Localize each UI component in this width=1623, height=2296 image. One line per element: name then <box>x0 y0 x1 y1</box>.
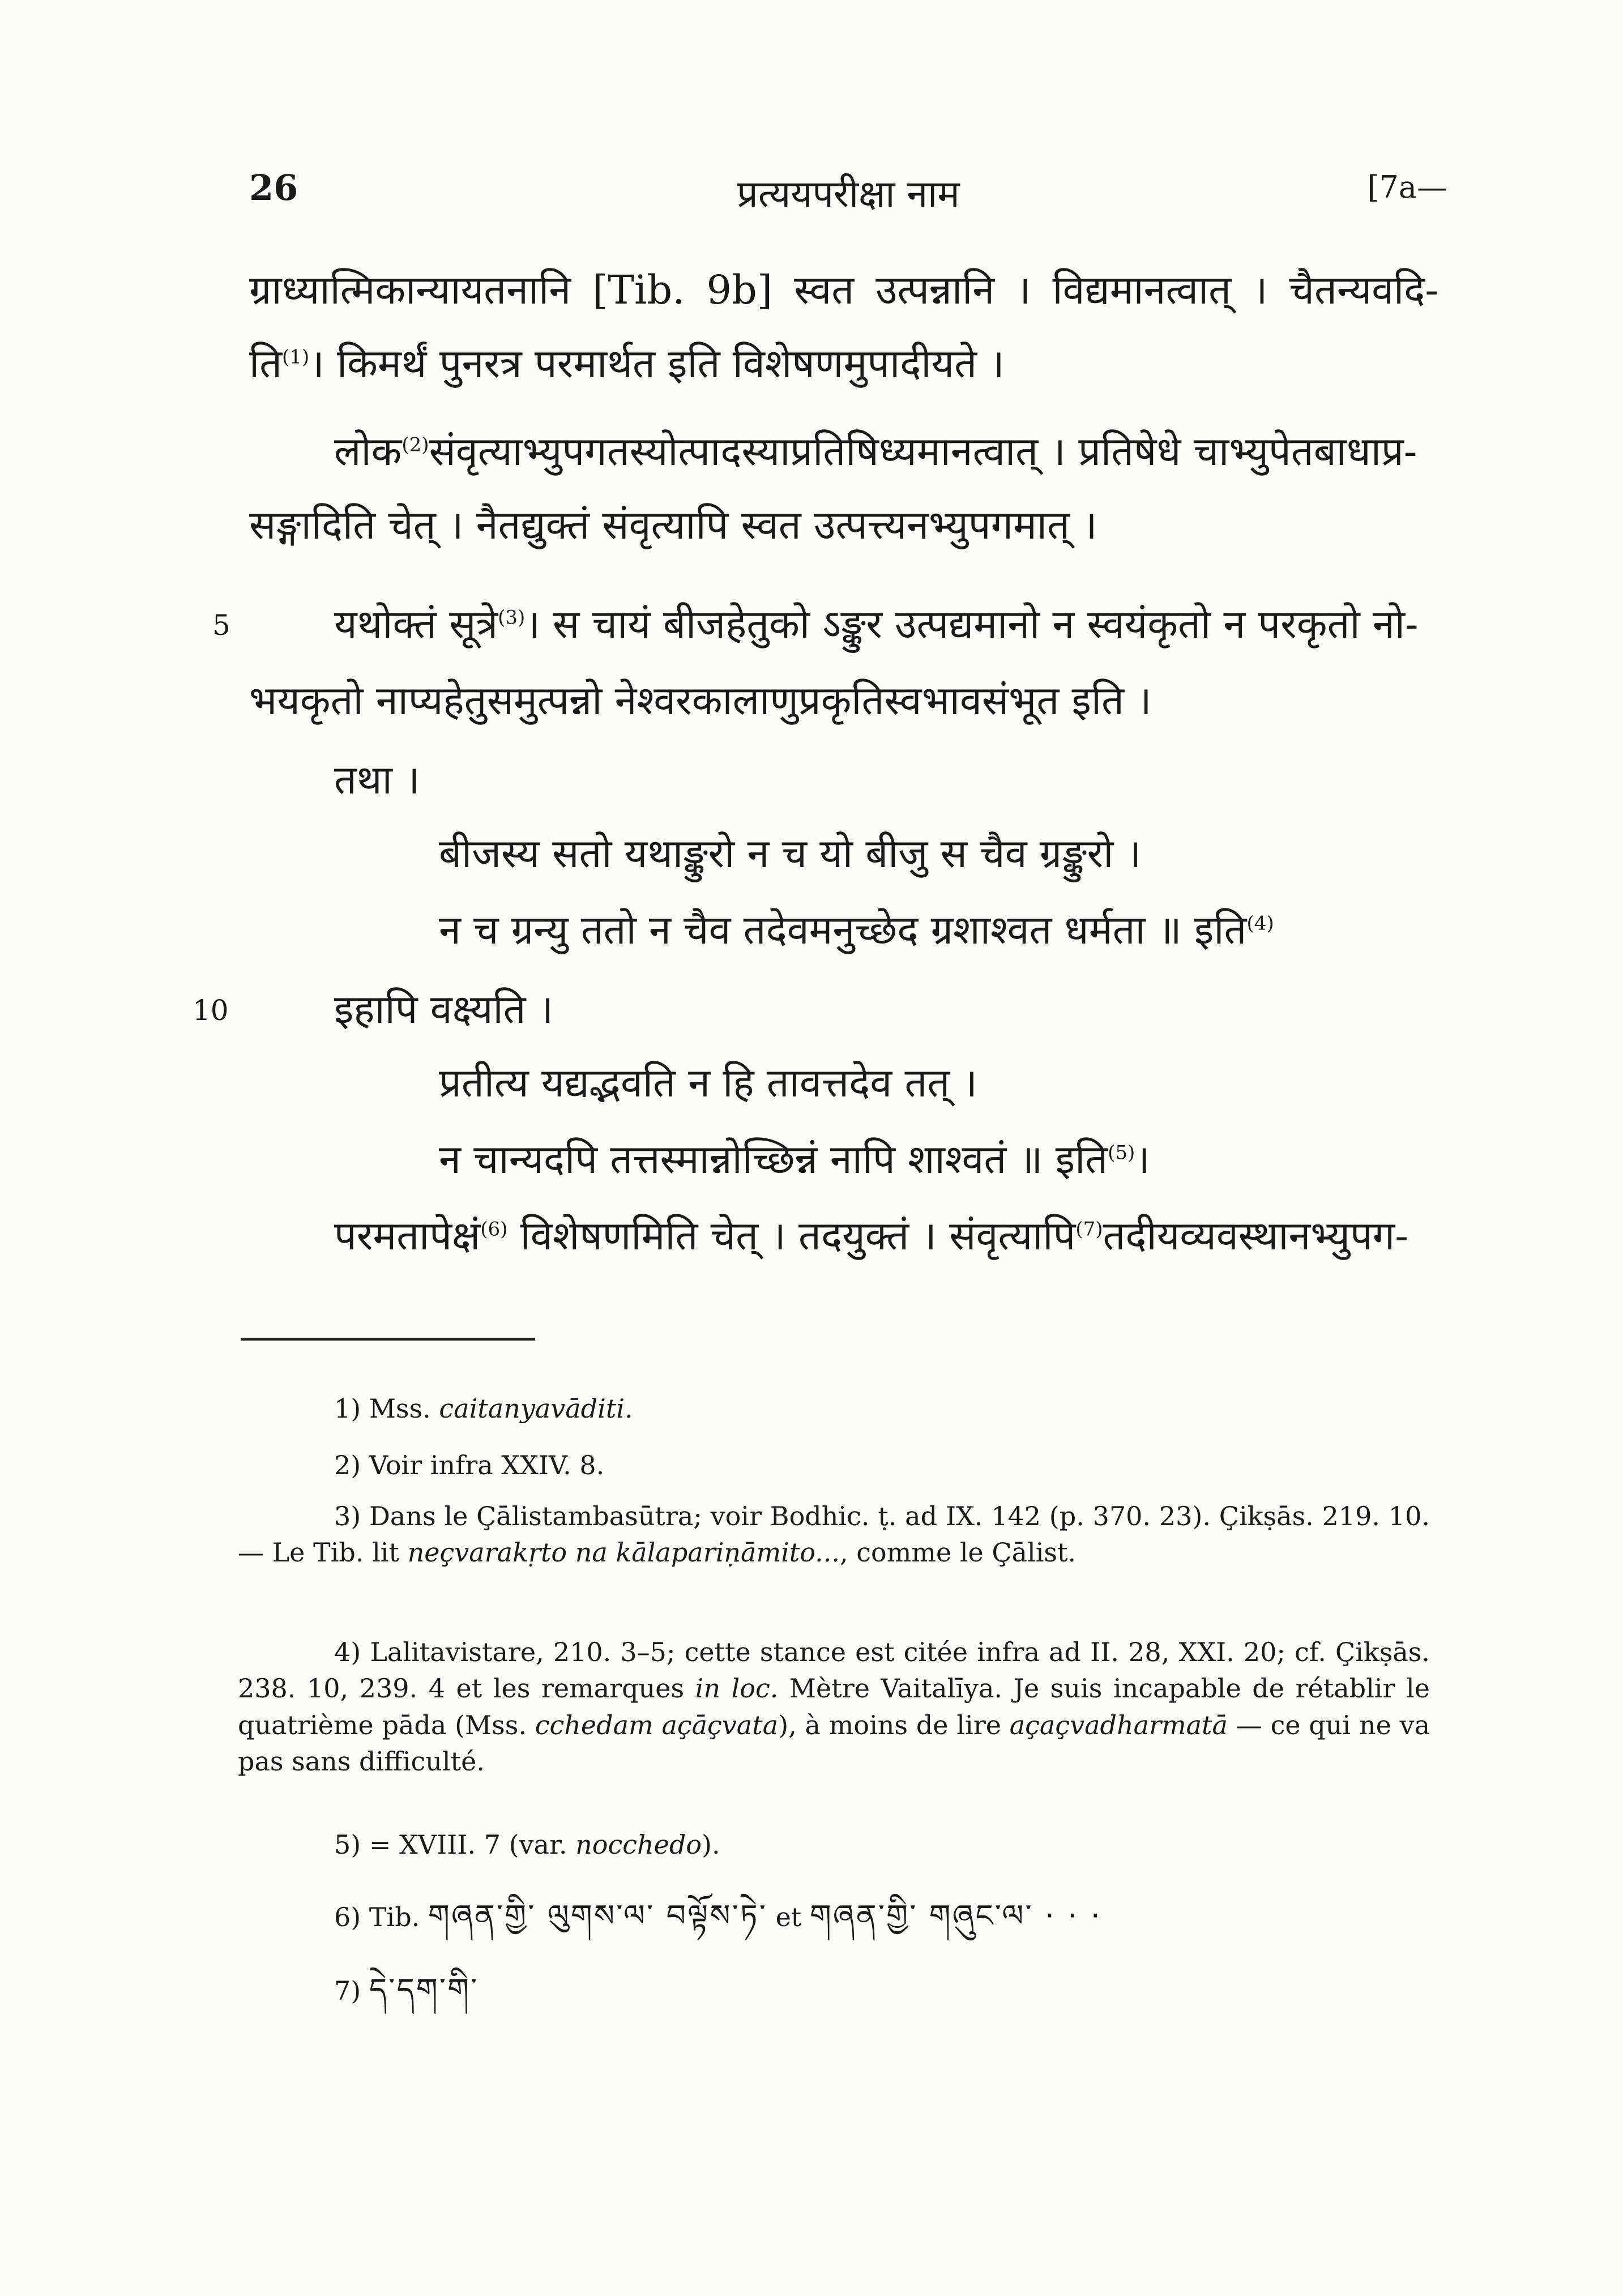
page-header <box>249 167 1447 229</box>
note-mark-1: (1) <box>282 345 310 369</box>
footnote-6 <box>334 1894 1102 1937</box>
footnote-3 <box>238 1498 1430 1571</box>
text-line-2 <box>249 340 1005 387</box>
tibetan-text: དེ་དག་གི་ <box>369 1971 479 2007</box>
footnote-text: 6) Tib. <box>334 1902 420 1932</box>
footnote-text: et <box>775 1902 802 1932</box>
text-line-13 <box>334 1212 1408 1260</box>
footnote-text: 3) Dans le Çālistambasūtra; voir Bodhic. ṭ. ad IX. 142 (p. 370. 23). Çikṣās. 219. 10. — Le Tib. lit <box>238 1501 1430 1568</box>
text-line-3 <box>334 428 1417 475</box>
text-span: । <box>1135 1136 1150 1183</box>
line-number-5: 5 <box>212 609 230 642</box>
text-line-5 <box>334 600 1418 648</box>
footnote-4 <box>238 1634 1430 1780</box>
verse-line-4 <box>439 1136 1150 1183</box>
note-mark-4: (4) <box>1246 912 1274 935</box>
running-title: प्रत्ययपरीक्षा नाम <box>737 172 960 216</box>
footnote-text: 7) <box>334 1975 361 2006</box>
note-mark-6: (6) <box>480 1218 508 1241</box>
footnote-text: ). <box>702 1829 720 1860</box>
text-line-10: इहापि वक्ष्यति । <box>334 986 554 1032</box>
text-line-6: भयकृतो नाप्यहेतुसमुत्पन्नो नेश्वरकालाणुप्रकृतिस्वभावसंभूत इति । <box>249 677 1152 724</box>
footnote-2: 2) Voir infra XXIV. 8. <box>334 1450 605 1480</box>
note-mark-5: (5) <box>1108 1141 1135 1164</box>
line-number-10: 10 <box>193 994 229 1027</box>
footnote-text: 5) = XVIII. 7 (var. <box>334 1829 576 1860</box>
footnote-text: 1) Mss. <box>334 1393 431 1424</box>
footnote-italic: cchedam açāçvata <box>535 1709 779 1740</box>
footnote-text: — ce qui ne va pas sans difficulté. <box>238 1709 1430 1777</box>
footnote-1 <box>334 1390 633 1427</box>
tibetan-text: གཞན་གྱི་ ལུགས་ལ་ བལྟོས་ཏེ་ <box>428 1898 767 1934</box>
text-line-4: सङ्गादिति चेत् । नैतद्युक्तं संवृत्यापि स्वत उत्पत्त्यनभ्युपगमात् । <box>249 502 1097 548</box>
text-line-7: तथा । <box>334 757 420 803</box>
footnote-italic: in loc. <box>695 1673 779 1704</box>
text-span: तदीयव्यवस्थानभ्युपग- <box>1103 1213 1408 1259</box>
folio-reference: [7a— <box>1367 169 1447 205</box>
footnote-text: 4) Lalitavistare, 210. 3–5; cette stance est citée infra ad II. 28, XXI. 20; cf. Çikṣās. 238. 10, 239. 4 et les remarques <box>238 1637 1430 1704</box>
footnote-italic: caitanyavāditi. <box>439 1393 633 1424</box>
tibetan-text: གཞན་གྱི་ གཞུང་ལ་ · · · <box>809 1898 1102 1934</box>
footnote-text: Mètre Vaitalīya. Je suis incapable de rétablir le quatrième pāda (Mss. <box>238 1673 1430 1740</box>
verse-line-1: बीजस्य सतो यथाङ्कुरो न च यो बीजु स चैव ग्रङ्कुरो । <box>439 830 1142 877</box>
page-number: 26 <box>249 167 298 208</box>
note-mark-7: (7) <box>1075 1218 1103 1241</box>
text-span: न च ग्रन्यु ततो न चैव तदेवमनुच्छेद ग्रशाश्वत धर्मता ॥ इति <box>439 907 1247 953</box>
note-mark-2: (2) <box>402 433 429 456</box>
text-span: विशेषणमिति चेत् । तदयुक्तं । संवृत्यापि <box>520 1213 1076 1259</box>
text-span: यथोक्तं सूत्रे <box>334 601 498 647</box>
footnote-7 <box>334 1968 479 2011</box>
text-line-1: ग्राध्यात्मिकान्यायतनानि [Tib. 9b] स्वत उत्पन्नानि । विद्यमानत्वात् । चैतन्यवदि- <box>249 267 1438 313</box>
footnote-text: , comme le Çālist. <box>840 1537 1077 1568</box>
footnote-separator <box>241 1338 535 1341</box>
footnote-italic: neçvarakṛto na kālapariṇāmito... <box>407 1537 840 1568</box>
text-span: संवृत्याभ्युपगतस्योत्पादस्याप्रतिषिध्यमानत्वात् । प्रतिषेधे चाभ्युपेतबाधाप्र- <box>429 428 1417 475</box>
footnote-text: ), à moins de lire <box>778 1709 1010 1740</box>
text-span: । स चायं बीजहेतुको ऽङ्कुर उत्पद्यमानो न स्वयंकृतो न परकृतो नो- <box>525 601 1419 647</box>
note-mark-3: (3) <box>498 606 526 629</box>
text-span: लोक <box>334 428 402 475</box>
text-span: ति <box>249 340 283 387</box>
footnote-5 <box>334 1826 720 1863</box>
text-span: परमतापेक्षं <box>334 1213 481 1259</box>
footnote-italic: açaçvadharmatā <box>1009 1709 1228 1740</box>
text-span: । किमर्थं पुनरत्र परमार्थत इति विशेषणमुपादीयते । <box>309 340 1005 387</box>
footnote-italic: nocchedo <box>575 1829 702 1860</box>
verse-line-2 <box>439 906 1274 954</box>
verse-line-3: प्रतीत्य यद्यद्भवति न हि तावत्तदेव तत् । <box>439 1060 978 1106</box>
text-span: न चान्यदपि तत्तस्मान्नोच्छिन्नं नापि शाश्वतं ॥ इति <box>439 1136 1108 1183</box>
